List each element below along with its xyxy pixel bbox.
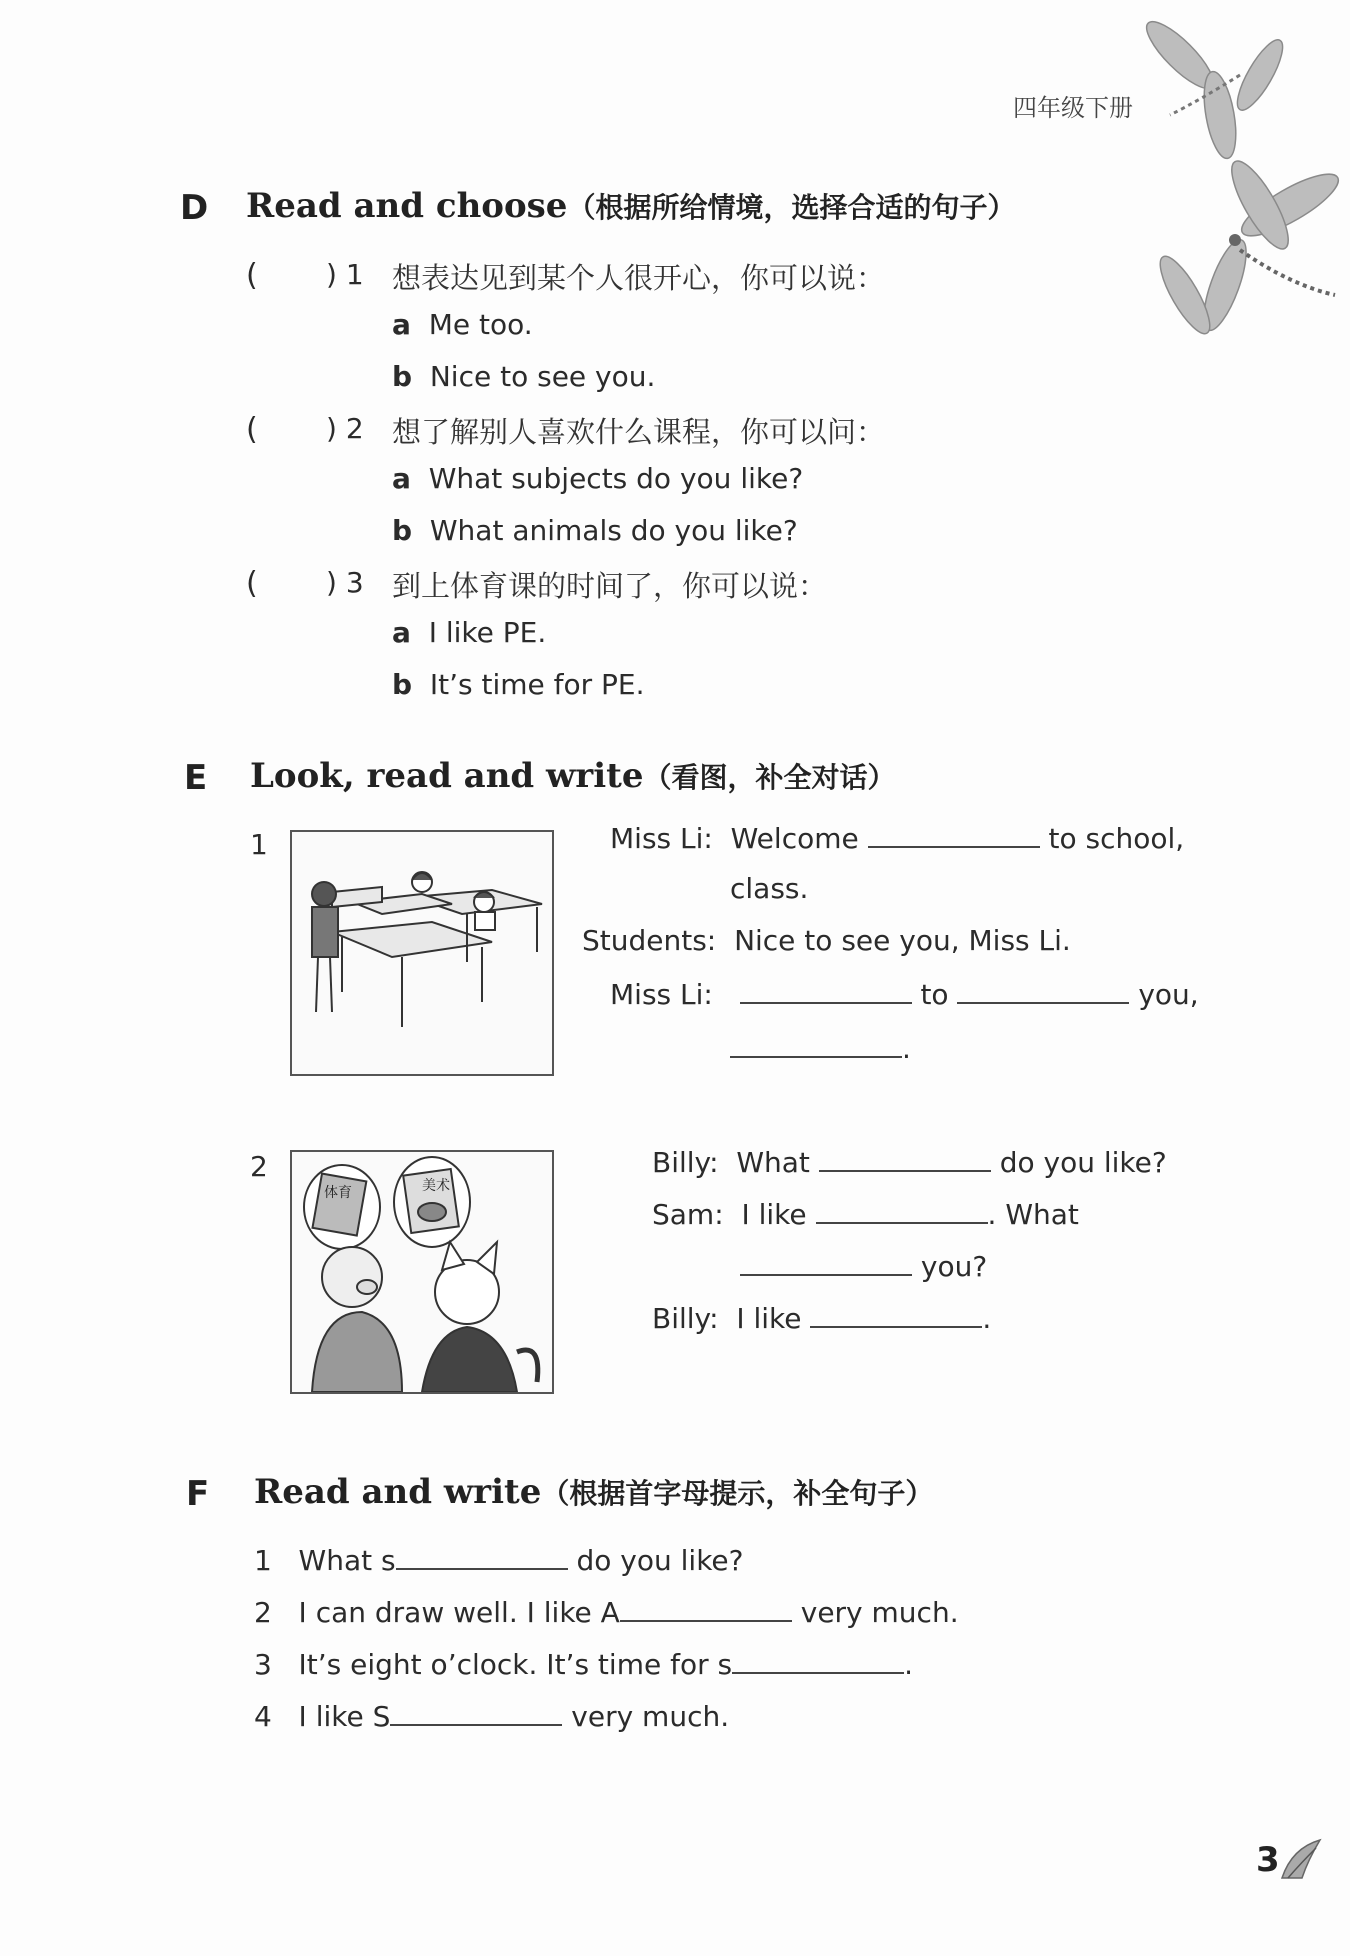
dialogue-e2-line1: Billy: What do you like? <box>652 1146 1167 1179</box>
classroom-illustration <box>290 830 554 1076</box>
option-a-3: a I like PE. <box>392 616 547 649</box>
option-a-2: a What subjects do you like? <box>392 462 804 495</box>
section-e-letter: E <box>184 758 208 798</box>
dialogue-e2-line2: Sam: I like . What <box>652 1198 1079 1231</box>
section-f-heading <box>254 1472 933 1512</box>
answer-blank-e2-2[interactable] <box>816 1196 988 1224</box>
dialogue-e1-line4: Miss Li: to you, <box>610 978 1199 1011</box>
section-e-heading <box>250 756 896 796</box>
speaker-miss-li: Miss Li: <box>610 822 713 855</box>
dialogue-e1-line2: class. <box>730 872 809 905</box>
question-prompt-3: 到上体育课的时间了，你可以说： <box>392 569 828 603</box>
question-prompt-2: 想了解别人喜欢什么课程，你可以问： <box>392 415 886 449</box>
section-d-instruction: （根据所给情境，选择合适的句子） <box>567 191 1016 224</box>
dialogue-e2-line3: you? <box>740 1248 987 1283</box>
speaker-billy: Billy: <box>652 1146 719 1179</box>
answer-paren-close-3: ) 3 <box>326 566 364 599</box>
section-d-letter: D <box>180 188 209 228</box>
answer-blank-f2[interactable] <box>620 1594 792 1622</box>
fill-item-3: 3 It’s eight o’clock. It’s time for s . <box>254 1648 913 1681</box>
section-f-letter: F <box>186 1474 210 1514</box>
section-d-title: Read and choose <box>246 186 568 226</box>
pig-cat-illustration <box>290 1150 554 1394</box>
question-number-e2: 2 <box>250 1150 268 1183</box>
answer-blank-e2-4[interactable] <box>810 1300 982 1328</box>
fill-item-4: 4 I like S very much. <box>254 1700 730 1733</box>
answer-paren-close-2: ) 2 <box>326 412 364 445</box>
page-number: 3 <box>1256 1840 1280 1880</box>
question-number-e1: 1 <box>250 828 268 861</box>
option-a-1: a Me too. <box>392 308 533 341</box>
answer-paren-open-1: ( <box>246 258 258 293</box>
dialogue-e1-line5: . <box>730 1030 911 1065</box>
classroom-scene-image <box>292 832 552 1074</box>
answer-blank-f1[interactable] <box>396 1542 568 1570</box>
dialogue-e1-line1: Miss Li: Welcome to school, <box>610 822 1185 855</box>
section-e-instruction: （看图，补全对话） <box>643 761 896 794</box>
answer-paren-open-2: ( <box>246 412 258 447</box>
answer-blank-e2-1[interactable] <box>819 1144 991 1172</box>
dialogue-e2-line4: Billy: I like . <box>652 1302 992 1335</box>
grade-label: 四年级下册 <box>1013 94 1133 122</box>
pe-book-label: 体育 <box>324 1185 352 1201</box>
answer-paren-open-3: ( <box>246 566 258 601</box>
pig-and-cat-scene-image <box>292 1152 552 1392</box>
question-prompt-1: 想表达见到某个人很开心，你可以说： <box>392 261 886 295</box>
speaker-sam: Sam: <box>652 1198 724 1231</box>
answer-blank-f3[interactable] <box>732 1646 904 1674</box>
answer-blank-e1-2[interactable] <box>740 976 912 1004</box>
speaker-billy-2: Billy: <box>652 1302 719 1335</box>
option-b-1: b Nice to see you. <box>392 360 656 393</box>
option-b-2: b What animals do you like? <box>392 514 798 547</box>
section-f-instruction: （根据首字母提示，补全句子） <box>541 1477 934 1510</box>
answer-blank-e2-3[interactable] <box>740 1248 912 1276</box>
dragonfly-decoration <box>1140 15 1340 355</box>
dialogue-e1-line3: Students: Nice to see you, Miss Li. <box>582 924 1071 957</box>
answer-blank-f4[interactable] <box>390 1698 562 1726</box>
option-b-3: b It’s time for PE. <box>392 668 645 701</box>
answer-blank-e1-4[interactable] <box>730 1030 902 1058</box>
answer-paren-close-1: ) 1 <box>326 258 364 291</box>
section-e-title: Look, read and write <box>250 756 644 796</box>
speaker-miss-li-2: Miss Li: <box>610 978 713 1011</box>
section-d-heading <box>246 186 1015 226</box>
answer-blank-e1-3[interactable] <box>957 976 1129 1004</box>
answer-blank-e1-1[interactable] <box>868 820 1040 848</box>
fill-item-2: 2 I can draw well. I like A very much. <box>254 1596 959 1629</box>
leaf-icon <box>1278 1838 1324 1882</box>
speaker-students: Students: <box>582 924 717 957</box>
fill-item-1: 1 What s do you like? <box>254 1544 744 1577</box>
art-book-label: 美术 <box>422 1178 450 1194</box>
section-f-title: Read and write <box>254 1472 542 1512</box>
